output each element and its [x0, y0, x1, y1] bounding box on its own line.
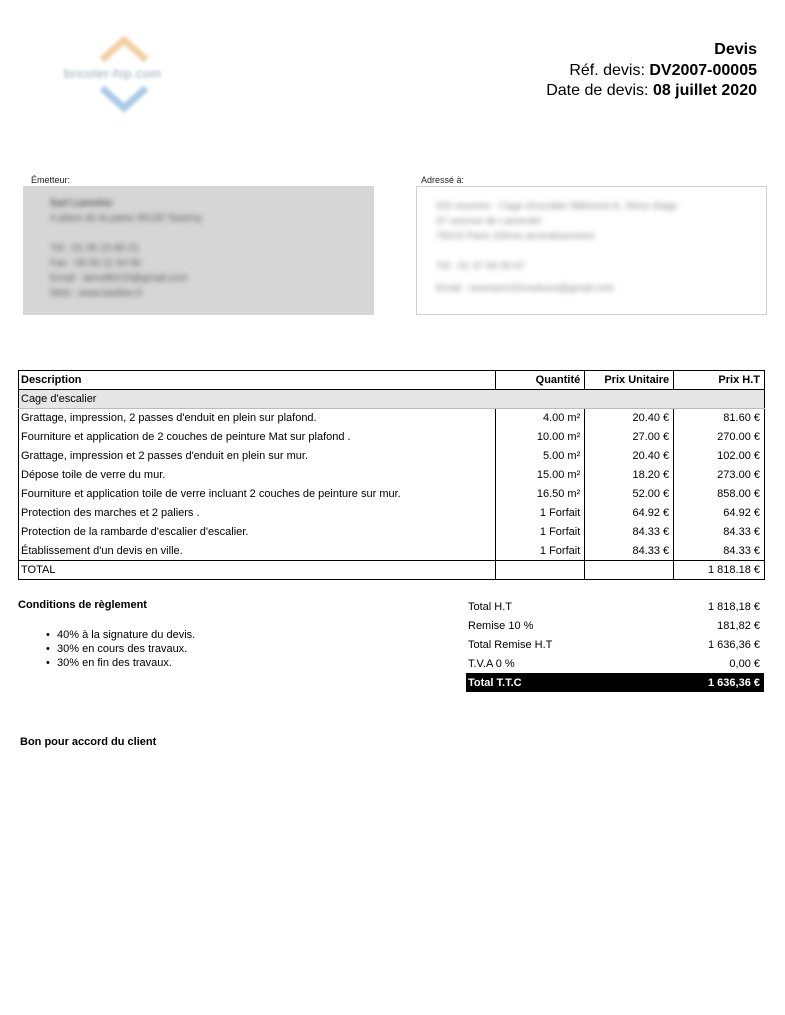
row-quantity: 15.00 m²	[496, 466, 585, 485]
row-description: Protection de la rambarde d'escalier d'escalier.	[19, 523, 496, 542]
total-after-discount-value: 1 636,36 €	[708, 638, 760, 651]
table-row	[19, 485, 765, 504]
totals-summary	[466, 597, 764, 692]
document-title: Devis	[714, 41, 757, 58]
section-title: Cage d'escalier	[19, 390, 765, 409]
discount-row	[466, 616, 764, 635]
row-description: Fourniture et application de 2 couches de peinture Mat sur plafond .	[19, 428, 496, 447]
list-item: • 40% à la signature du devis.	[57, 628, 195, 642]
issuer-label: Émetteur:	[31, 175, 71, 185]
row-unit-price: 18.20 €	[585, 466, 674, 485]
row-description: Dépose toile de verre du mur.	[19, 466, 496, 485]
row-quantity: 4.00 m²	[496, 409, 585, 428]
row-unit-price: 84.33 €	[585, 523, 674, 542]
row-quantity: 16.50 m²	[496, 485, 585, 504]
quote-date-label: Date de devis:	[546, 82, 649, 99]
row-unit-price: 27.00 €	[585, 428, 674, 447]
payment-conditions-title: Conditions de règlement	[18, 599, 147, 611]
header-quantity: Quantité	[496, 371, 585, 390]
recipient-details	[436, 199, 677, 296]
logo-text: bricoler-hip.com	[64, 66, 162, 81]
table-row	[19, 523, 765, 542]
row-unit-price: 20.40 €	[585, 409, 674, 428]
section-row	[19, 390, 765, 409]
header-unit-price: Prix Unitaire	[585, 371, 674, 390]
total-label: TOTAL	[19, 561, 496, 580]
row-price-ht: 270.00 €	[674, 428, 765, 447]
row-description: Fourniture et application toile de verre incluant 2 couches de peinture sur mur.	[19, 485, 496, 504]
recipient-label: Adressé à:	[421, 175, 465, 185]
recipient-line-1: SSI soumee - Cage d'escalier Bâtiment A, 2ème étage	[436, 201, 678, 212]
header-price-ht: Prix H.T	[674, 371, 765, 390]
quote-date	[546, 81, 757, 102]
table-row	[19, 447, 765, 466]
discount-value: 181,82 €	[717, 619, 760, 632]
row-price-ht: 102.00 €	[674, 447, 765, 466]
table-row	[19, 504, 765, 523]
row-quantity: 1 Forfait	[496, 542, 585, 561]
total-ht-value: 1 818,18 €	[708, 600, 760, 613]
total-ht-label: Total H.T	[468, 600, 513, 613]
list-item: • 30% en fin des travaux.	[57, 656, 195, 670]
issuer-email: Email : lamoll6215@gmail.com	[50, 273, 188, 284]
row-price-ht: 858.00 €	[674, 485, 765, 504]
issuer-fax: Fax : 06 50 11 54 56	[50, 258, 141, 269]
row-price-ht: 81.60 €	[674, 409, 765, 428]
grand-total-row	[466, 673, 764, 692]
vat-row	[466, 654, 764, 673]
issuer-phone: Tél : 01 30 15 80 21	[50, 243, 139, 254]
recipient-line-2: 37 avenue de Lamerdel	[436, 216, 542, 227]
table-total-row	[19, 561, 765, 580]
issuer-name: Sarl Lamolee	[50, 198, 113, 209]
total-after-discount-label: Total Remise H.T	[468, 638, 553, 651]
header-description: Description	[19, 371, 496, 390]
table-row	[19, 409, 765, 428]
total-value: 1 818.18 €	[674, 561, 765, 580]
row-description: Protection des marches et 2 paliers .	[19, 504, 496, 523]
row-unit-price: 84.33 €	[585, 542, 674, 561]
list-item: • 30% en cours des travaux.	[57, 642, 195, 656]
row-description: Grattage, impression et 2 passes d'enduit en plein sur mur.	[19, 447, 496, 466]
table-header-row	[19, 371, 765, 390]
quote-reference	[546, 61, 757, 82]
issuer-web: Web : www.lastilee.fr	[50, 288, 143, 299]
total-ht-row	[466, 597, 764, 616]
payment-conditions-list	[57, 628, 195, 670]
recipient-phone: Tél : 01 47 06 09 67	[436, 261, 525, 272]
recipient-block	[416, 186, 767, 315]
row-unit-price: 64.92 €	[585, 504, 674, 523]
grand-total-value: 1 636,36 €	[647, 673, 764, 692]
table-row	[19, 466, 765, 485]
total-after-discount-row	[466, 635, 764, 654]
row-quantity: 10.00 m²	[496, 428, 585, 447]
row-price-ht: 64.92 €	[674, 504, 765, 523]
table-row	[19, 542, 765, 561]
row-quantity: 1 Forfait	[496, 523, 585, 542]
row-unit-price: 52.00 €	[585, 485, 674, 504]
client-approval-label: Bon pour accord du client	[20, 736, 157, 748]
issuer-block	[23, 186, 374, 315]
document-header	[546, 40, 757, 102]
row-description: Établissement d'un devis en ville.	[19, 542, 496, 561]
quote-reference-value: DV2007-00005	[649, 61, 757, 79]
issuer-details	[50, 196, 202, 301]
recipient-email: Email : soumee115couleurs@gmail.com	[436, 283, 615, 294]
vat-label: T.V.A 0 %	[468, 657, 515, 670]
company-logo	[58, 34, 190, 114]
total-empty-cell	[496, 561, 585, 580]
total-empty-cell	[585, 561, 674, 580]
discount-label: Remise 10 %	[468, 619, 534, 632]
row-quantity: 5.00 m²	[496, 447, 585, 466]
row-price-ht: 84.33 €	[674, 542, 765, 561]
quote-date-value: 08 juillet 2020	[652, 82, 757, 99]
row-quantity: 1 Forfait	[496, 504, 585, 523]
quote-lines-table	[18, 370, 765, 580]
quote-reference-label: Réf. devis:	[569, 61, 645, 79]
table-row	[19, 428, 765, 447]
row-unit-price: 20.40 €	[585, 447, 674, 466]
grand-total-label: Total T.T.C	[466, 673, 647, 692]
issuer-address: 4 place de la paine 95130 Taverny	[50, 213, 203, 224]
vat-value: 0,00 €	[729, 657, 760, 670]
row-price-ht: 273.00 €	[674, 466, 765, 485]
recipient-line-3: 75015 Paris 15ème arrondissement	[436, 231, 595, 242]
row-description: Grattage, impression, 2 passes d'enduit en plein sur plafond.	[19, 409, 496, 428]
row-price-ht: 84.33 €	[674, 523, 765, 542]
